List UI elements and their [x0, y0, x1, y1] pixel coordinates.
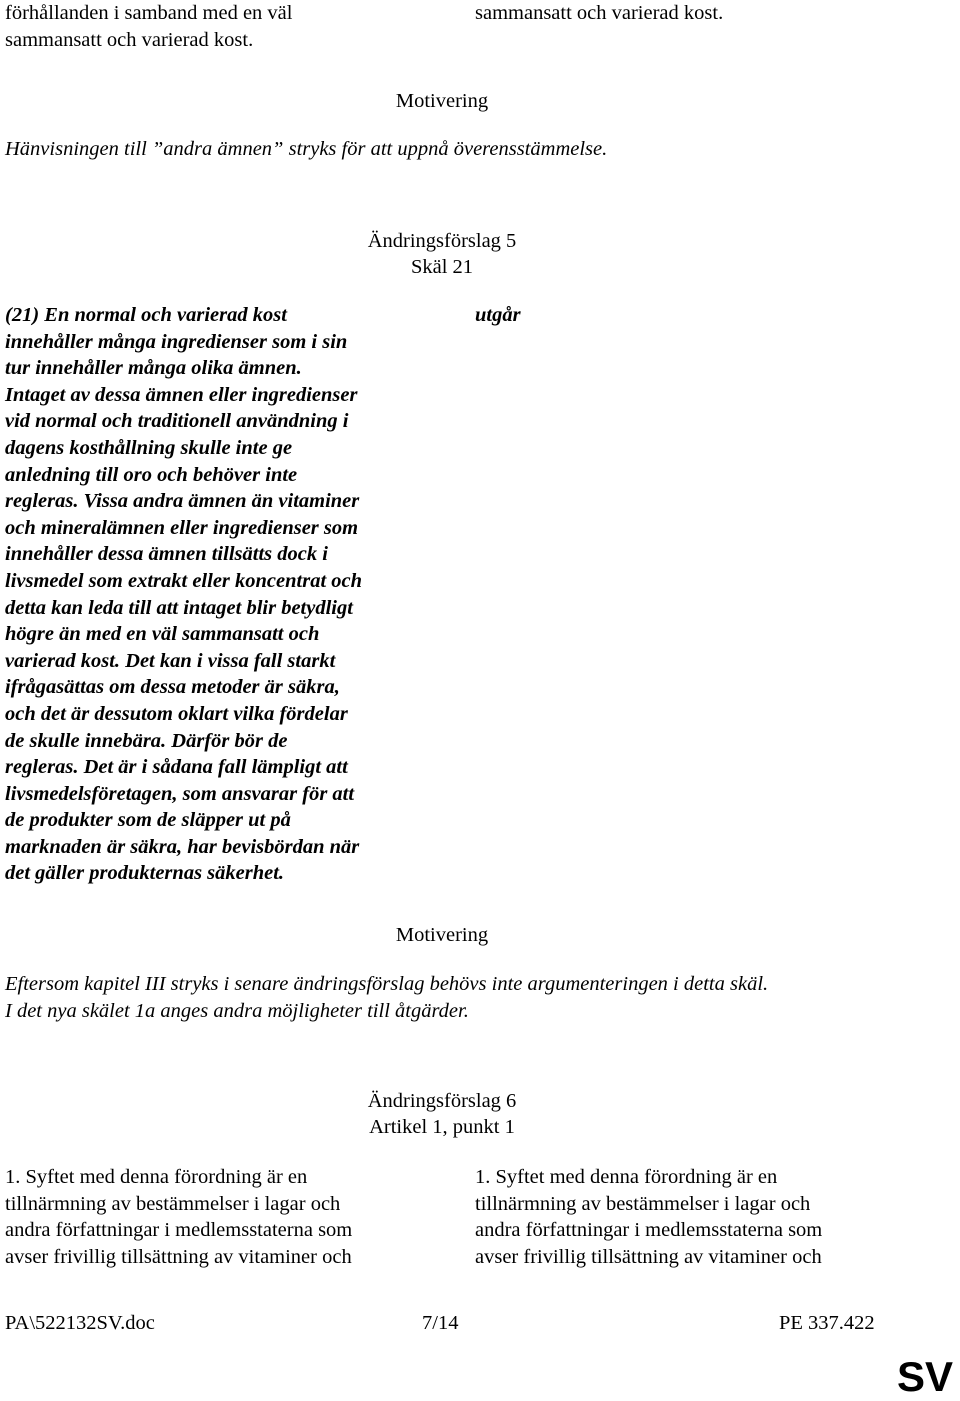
text-line: regleras. Det är i sådana fall lämpligt att: [5, 756, 348, 779]
top-right-text: [475, 0, 723, 27]
text-line: vid normal och traditionell användning i: [5, 410, 349, 433]
amendment-subheading: Skäl 21: [410, 256, 474, 278]
text-line: livsmedelsföretagen, som ansvarar för att: [5, 782, 355, 805]
text-line: och mineralämnen eller ingredienser som: [5, 516, 359, 539]
motivation-heading: Motivering: [395, 924, 489, 946]
text-line: avser frivillig tillsättning av vitaminer och: [475, 1245, 822, 1268]
motivation-text: Hänvisningen till ”andra ämnen” stryks för att uppnå överensstämmelse.: [5, 138, 608, 160]
footer-pe-ref: PE 337.422: [779, 1312, 875, 1334]
text-line: tillnärmning av bestämmelser i lagar och: [475, 1192, 811, 1215]
text-line: de produkter som de släpper ut på: [5, 809, 291, 832]
motivation-heading: Motivering: [395, 90, 489, 112]
text-line: Intaget av dessa ämnen eller ingredienser: [5, 383, 358, 406]
amendment-heading: Ändringsförslag 5: [367, 230, 517, 252]
text-line: regleras. Vissa andra ämnen än vitaminer: [5, 490, 360, 513]
amendment-heading: Ändringsförslag 6: [367, 1090, 517, 1112]
amendment-right-column: [475, 1164, 822, 1270]
amendment-subheading: Artikel 1, punkt 1: [369, 1116, 515, 1138]
top-left-text: [5, 0, 292, 53]
text-line: högre än med en väl sammansatt och: [5, 623, 320, 646]
text-line: och det är dessutom oklart vilka fördelar: [5, 702, 348, 725]
text-line: sammansatt och varierad kost.: [475, 2, 724, 24]
text-line: andra författningar i medlemsstaterna som: [5, 1219, 353, 1242]
text-line: 1. Syftet med denna förordning är en: [475, 1166, 778, 1188]
language-code: SV: [897, 1353, 954, 1400]
text-line: Eftersom kapitel III stryks i senare ändringsförslag behövs inte argumenteringen i detta skäl.: [5, 973, 769, 995]
text-line: I det nya skälet 1a anges andra möjligheter till åtgärder.: [5, 999, 469, 1022]
text-line: ifrågasättas om dessa metoder är säkra,: [5, 676, 340, 699]
text-line: (21) En normal och varierad kost: [5, 304, 287, 326]
text-line: varierad kost. Det kan i vissa fall starkt: [5, 649, 336, 672]
motivation-text: [5, 971, 768, 1024]
amendment-left-column: [5, 1164, 352, 1270]
text-line: innehåller dessa ämnen tillsätts dock i: [5, 543, 328, 566]
text-line: andra författningar i medlemsstaterna som: [475, 1219, 823, 1242]
text-line: de skulle innebära. Därför bör de: [5, 729, 288, 752]
text-line: tillnärmning av bestämmelser i lagar och: [5, 1192, 341, 1215]
text-line: detta kan leda till att intaget blir betydligt: [5, 596, 353, 619]
text-line: sammansatt och varierad kost.: [5, 28, 254, 51]
text-line: dagens kosthållning skulle inte ge: [5, 436, 293, 459]
text-line: anledning till oro och behöver inte: [5, 463, 298, 486]
text-line: marknaden är säkra, har bevisbördan när: [5, 835, 360, 858]
text-line: innehåller många ingredienser som i sin: [5, 330, 348, 353]
footer-doc-ref: PA\522132SV.doc: [5, 1312, 155, 1334]
footer-page-number: 7/14: [422, 1312, 459, 1334]
text-line: tur innehåller många olika ämnen.: [5, 357, 302, 380]
text-line: det gäller produkternas säkerhet.: [5, 862, 285, 885]
amendment-right-text: utgår: [475, 304, 521, 326]
text-line: förhållanden i samband med en väl: [5, 2, 293, 24]
text-line: livsmedel som extrakt eller koncentrat och: [5, 569, 363, 592]
text-line: avser frivillig tillsättning av vitaminer och: [5, 1245, 352, 1268]
text-line: 1. Syftet med denna förordning är en: [5, 1166, 308, 1188]
amendment-left-column: [5, 302, 362, 887]
